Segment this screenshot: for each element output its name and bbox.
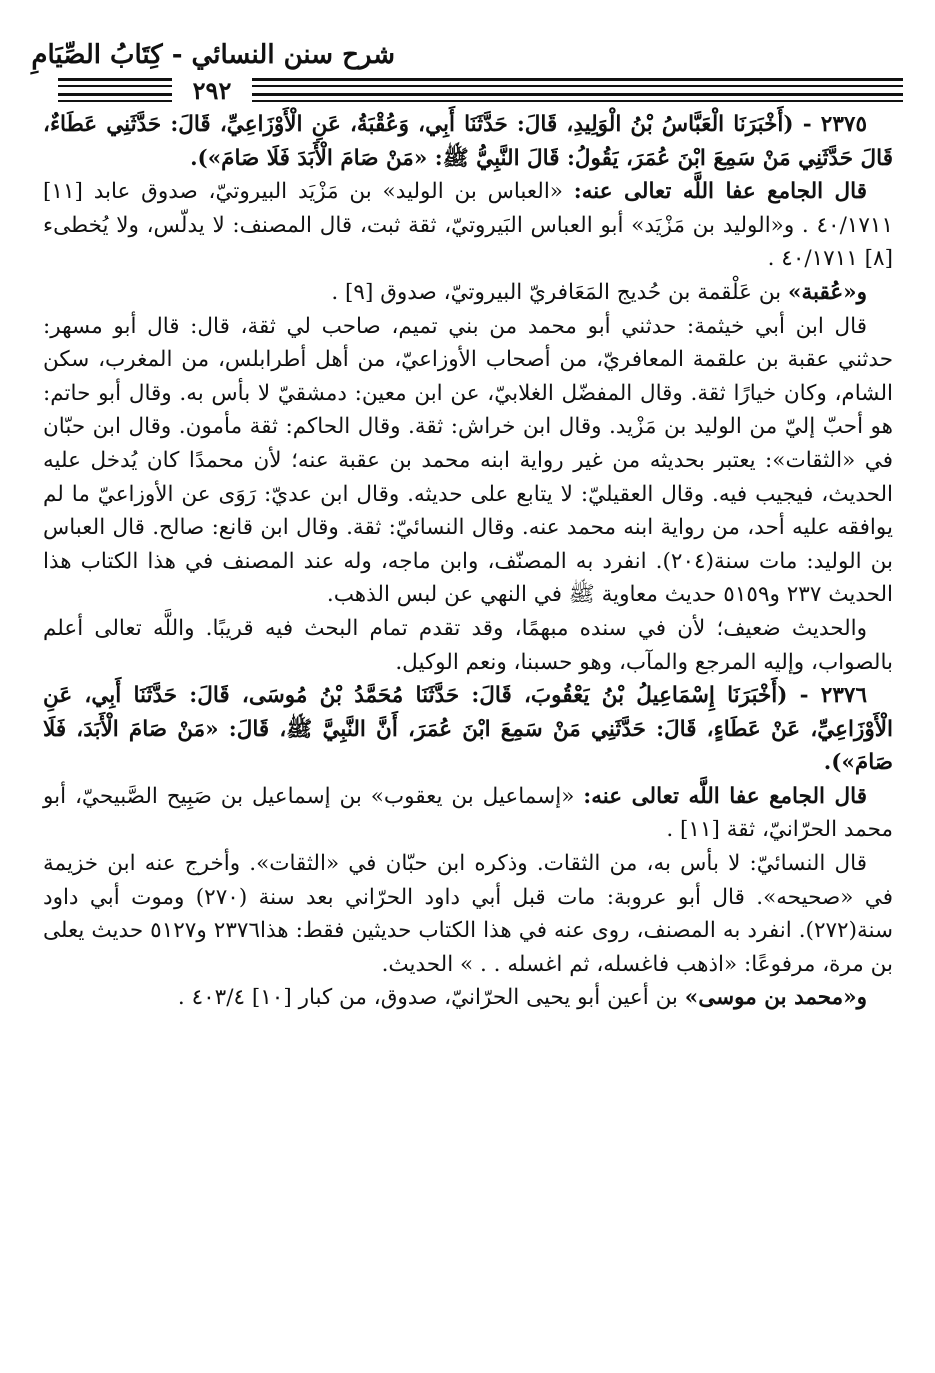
commentary-paragraph: والحديث ضعيف؛ لأن في سنده مبهمًا، وقد تقدم تمام البحث فيه قريبًا. واللَّه تعالى أعلم بالصواب، وإليه المرجع والمآب، وهو حسبنا، ونعم الوكيل. <box>43 615 893 675</box>
commentary-paragraph: قال النسائيّ: لا بأس به، من الثقات. وذكره ابن حبّان في «الثقات». وأخرج عنه ابن خزيمة في «صحيحه». قال أبو عروبة: مات قبل أبي داود الحرّاني بعد سنة (٢٧٠) وموت أبي داود سنة(٢٧٢). انفرد به المصنف، روى عنه في هذا الكتاب حديثين فقط: هذا٢٣٧٦ و٥١٢٧ حديث يعلى بن مرة، مرفوعًا: «اذهب فاغسله، ثم اغسله . . » الحديث. <box>43 851 894 977</box>
commentary-text: «إسماعيل بن يعقوب» بن إسماعيل بن صَبِيح الصَّبيحيّ، أبو محمد الحرّانيّ، ثقة [١١] . <box>43 783 893 843</box>
commentary-lead: قال الجامع عفا اللَّه تعالى عنه: <box>573 179 868 205</box>
commentary-paragraph <box>43 276 893 310</box>
narrator-name: و«محمد بن موسى» <box>684 985 867 1011</box>
hadith-2376: ٢٣٧٦ - (أَخْبَرَنَا إِسْمَاعِيلُ بْنُ يَعْقُوبَ، قَالَ: حَدَّثَنَا مُحَمَّدُ بْنُ مُوسَى، قَالَ: حَدَّثَنَا أَبِي، عَنِ الْأَوْزَاعِيِّ، عَنْ عَطَاءٍ، قَالَ: حَدَّثَنِي مَنْ سَمِعَ ابْنَ عُمَرَ، أَنَّ النَّبِيَّ ﷺ، قَالَ: «مَنْ صَامَ الْأَبَدَ، فَلَا صَامَ»). <box>43 683 893 776</box>
commentary-paragraph <box>43 175 893 276</box>
page-body <box>43 108 893 1015</box>
commentary-paragraph: قال ابن أبي خيثمة: حدثني أبو محمد من بني تميم، صاحب لي ثقة، قال: قال أبو مسهر: حدثني عقبة بن علقمة المعافريّ، من أصحاب الأوزاعيّ، من أهل أطرابلس، من المغرب، سكن الشام، وكان خيارًا ثقة. وقال المفضّل الغلابيّ، عن ابن معين: دمشقيّ لا بأس به. وقال أبو حاتم: هو أحبّ إليّ من الوليد بن مَزْيد. وقال ابن خراش: ثقة. وقال الحاكم: ثقة مأمون. وقال ابن حبّان في «الثقات»: يعتبر بحديثه من غير رواية ابنه محمد بن عقبة عنه؛ لأن محمدًا كان يُدخل عليه الحديث، فيجيب فيه. وقال العقيليّ: لا يتابع على حديثه. وقال ابن عديّ: رَوَى عن الأوزاعيّ ما لم يوافقه عليه أحد، من رواية ابنه محمد عنه. وقال النسائيّ: ثقة. وقال ابن قانع: صالح. قال العباس بن الوليد: مات سنة(٢٠٤). انفرد به المصنّف، وابن ماجه، وله عند المصنف في هذا الكتاب هذا الحديث ٢٣٧ و٥١٥٩ حديث معاوية ﷺ في النهي عن لبس الذهب. <box>43 313 894 608</box>
commentary-text: بن عَلْقمة بن حُديج المَعَافريّ البيروتيّ، صدوق [٩] . <box>331 279 789 305</box>
running-title: شرح سنن النسائي - كِتَابُ الصِّيَامِ <box>31 40 395 70</box>
commentary-lead: قال الجامع عفا اللَّه تعالى عنه: <box>583 783 868 809</box>
commentary-text: «العباس بن الوليد» بن مَزْيَد البيروتيّ، صدوق عابد [١١] ٤٠/١٧١١ . و«الوليد بن مَزْيَد» أبو العباس البَيروتيّ، ثقة ثبت، قال المصنف: لا يدلّس، ولا يُخطىء [٨] ٤٠/١٧١١ . <box>43 179 893 272</box>
hadith-2375: ٢٣٧٥ - (أَخْبَرَنَا الْعَبَّاسُ بْنُ الْوَلِيدِ، قَالَ: حَدَّثَنَا أَبِي، وَعُقْبَةُ، عَنِ الْأَوْزَاعِيِّ، قَالَ: حَدَّثَنِي عَطَاءٌ، قَالَ حَدَّثَنِي مَنْ سَمِعَ ابْنَ عُمَرَ، يَقُولُ: قَالَ النَّبِيُّ ﷺ: «مَنْ صَامَ الْأَبَدَ فَلَا صَامَ»). <box>43 112 893 171</box>
commentary-paragraph <box>43 780 893 847</box>
narrator-name: و«عُقبة» <box>788 279 867 305</box>
commentary-text: بن أعين أبو يحيى الحرّانيّ، صدوق، من كبار [١٠] ٤٠٣/٤ . <box>177 985 685 1011</box>
commentary-paragraph <box>43 981 893 1015</box>
page-number: ٢٩٢ <box>172 76 252 106</box>
